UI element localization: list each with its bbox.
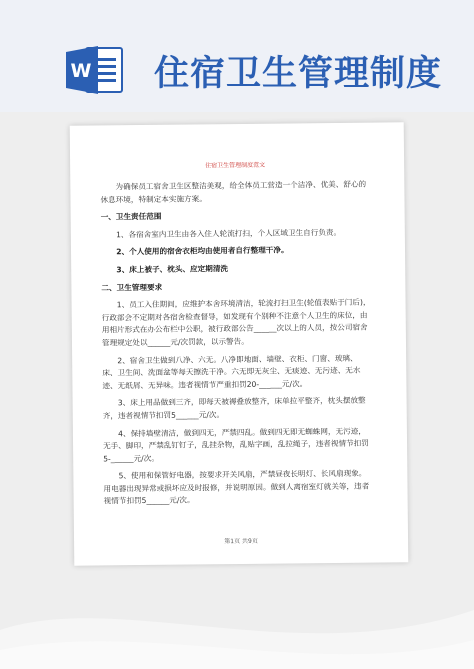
list-item: 1、各宿舍室内卫生由各入住人轮流打扫，个人区域卫生自行负责。	[115, 227, 342, 240]
rule-paragraph: 1、员工入住期间，应维护本舍环境清洁，轮流打扫卫生(轮值表贴于门后)，行政部会不定期对各宿舍检查督导，如发现有个别种不注意个人卫生的床位，由用相片形式在办公布栏中公职，被行政部公告______次以上的人员，按公司宿舍管理规定处以______元/次罚款，以示警告。	[101, 297, 371, 348]
decorative-wave	[0, 560, 474, 669]
rule-paragraph: 3、床上用品做到三齐，即每天被褥叠放整齐，床单拉平整齐，枕头摆放整齐，违者视情节扣罚5______元/次。	[102, 395, 366, 421]
list-item: 2、个人使用的宿舍衣柜均由使用者自行整理干净。	[116, 245, 289, 257]
page-number: 第1页 共9页	[224, 537, 258, 546]
word-icon-letter: W	[70, 60, 92, 82]
rule-paragraph: 5、使用和保管好电器，按要求开关风扇，严禁昼夜长明灯、长风扇现象。用电器出现异常或损坏应及时报修，并说明原因。做到人离宿室灯就关等，违者视情节扣罚5______元/次。	[103, 468, 370, 506]
rule-paragraph: 4、保持墙壁清洁，做到四无，严禁四乱。做到四无即无蜘蛛网，无污迹，无手、脚印，严禁乱钉钉子，乱挂杂物，乱贴字画，乱拉绳子，违者视情节扣罚5-______元/次。	[103, 426, 369, 464]
document-body	[100, 159, 374, 514]
list-item: 3、床上被子、枕头、应定期清洗	[116, 264, 229, 275]
document-page	[70, 122, 409, 565]
document-title: 住宿卫生管理制度范文	[205, 161, 266, 170]
word-document-icon	[66, 44, 124, 96]
section-heading-2: 二、卫生管理要求	[101, 282, 163, 293]
banner-title: 住宿卫生管理制度	[154, 54, 443, 94]
intro-paragraph: 为确保员工宿舍卫生区整洁美观，给全体员工营造一个洁净、优美、舒心的休息环境，特制定本实施方案。	[100, 179, 367, 205]
banner	[0, 0, 474, 112]
rule-paragraph: 2、宿舍卫生做到八净、六无。八净即地面、墙壁、衣柜、门窗、玻璃、床、卫生间、洗面盆等每天擦洗干净。六无即无灰尘、无痰迹、无污迹、无水迹、无纸屑、无异味。违者视情节严重扣罚20-______元/次。	[102, 353, 361, 391]
section-heading-1: 一、卫生责任范围	[100, 211, 162, 222]
